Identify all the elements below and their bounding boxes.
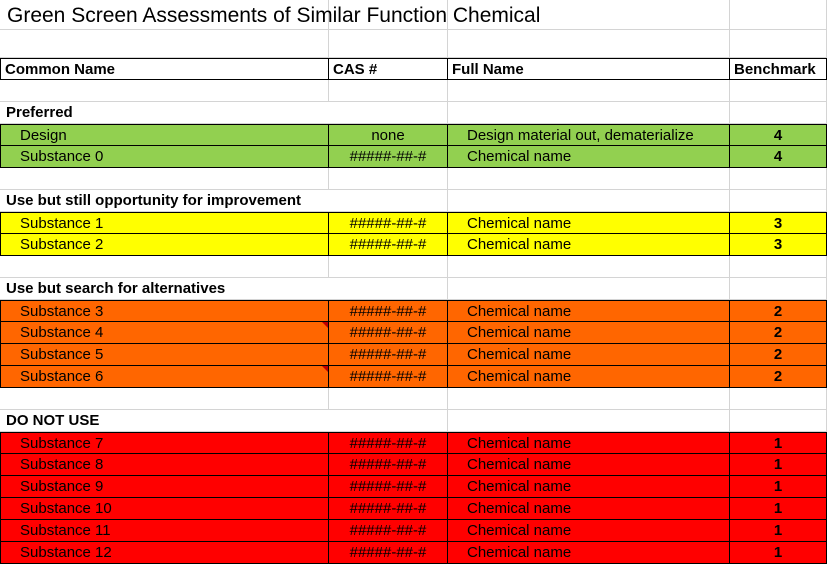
common-name-cell[interactable]: Substance 3 bbox=[0, 300, 329, 322]
table-row bbox=[0, 212, 827, 234]
cell[interactable] bbox=[730, 190, 827, 212]
full-name-cell[interactable]: Chemical name bbox=[448, 234, 730, 256]
header-full-name[interactable]: Full Name bbox=[448, 58, 730, 80]
benchmark-cell[interactable]: 1 bbox=[730, 520, 827, 542]
table-row bbox=[0, 300, 827, 322]
table-row bbox=[0, 234, 827, 256]
header-row bbox=[0, 58, 827, 80]
table-row bbox=[0, 476, 827, 498]
cell[interactable] bbox=[730, 102, 827, 124]
cell[interactable] bbox=[448, 256, 730, 278]
full-name-cell[interactable]: Chemical name bbox=[448, 498, 730, 520]
table-row bbox=[0, 366, 827, 388]
cas-cell[interactable]: #####-##-# bbox=[329, 212, 448, 234]
full-name-cell[interactable]: Chemical name bbox=[448, 344, 730, 366]
benchmark-cell[interactable]: 3 bbox=[730, 234, 827, 256]
cell[interactable] bbox=[730, 410, 827, 432]
cas-cell[interactable]: #####-##-# bbox=[329, 300, 448, 322]
full-name-cell[interactable]: Chemical name bbox=[448, 432, 730, 454]
cell[interactable] bbox=[0, 80, 329, 102]
section-label-row bbox=[0, 278, 827, 300]
cell[interactable] bbox=[329, 388, 448, 410]
cas-cell[interactable]: #####-##-# bbox=[329, 234, 448, 256]
cell[interactable] bbox=[0, 256, 329, 278]
common-name-cell[interactable]: Substance 9 bbox=[0, 476, 329, 498]
cell[interactable] bbox=[730, 30, 827, 58]
common-name-cell[interactable]: Substance 12 bbox=[0, 542, 329, 564]
section-label-row bbox=[0, 190, 827, 212]
full-name-cell[interactable]: Chemical name bbox=[448, 212, 730, 234]
cas-cell[interactable]: #####-##-# bbox=[329, 520, 448, 542]
header-benchmark[interactable]: Benchmark bbox=[730, 58, 827, 80]
table-row bbox=[0, 498, 827, 520]
full-name-cell[interactable]: Chemical name bbox=[448, 520, 730, 542]
cell[interactable] bbox=[329, 410, 448, 432]
benchmark-cell[interactable]: 2 bbox=[730, 300, 827, 322]
table-row bbox=[0, 454, 827, 476]
cas-cell[interactable]: #####-##-# bbox=[329, 498, 448, 520]
table-row bbox=[0, 124, 827, 146]
benchmark-cell[interactable]: 1 bbox=[730, 542, 827, 564]
comment-indicator-icon[interactable] bbox=[322, 322, 328, 328]
common-name-cell[interactable]: Substance 11 bbox=[0, 520, 329, 542]
common-name-cell[interactable]: Substance 2 bbox=[0, 234, 329, 256]
cas-cell[interactable]: #####-##-# bbox=[329, 542, 448, 564]
benchmark-cell[interactable]: 1 bbox=[730, 432, 827, 454]
section-label-row bbox=[0, 410, 827, 432]
cell[interactable] bbox=[448, 190, 730, 212]
blank-row bbox=[0, 256, 827, 278]
benchmark-cell[interactable]: 2 bbox=[730, 344, 827, 366]
full-name-cell[interactable]: Design material out, dematerialize bbox=[448, 124, 730, 146]
cas-cell[interactable]: none bbox=[329, 124, 448, 146]
cell[interactable] bbox=[448, 30, 730, 58]
cell[interactable] bbox=[448, 278, 730, 300]
cell[interactable] bbox=[448, 168, 730, 190]
full-name-cell[interactable]: Chemical name bbox=[448, 300, 730, 322]
header-common-name[interactable]: Common Name bbox=[0, 58, 329, 80]
full-name-cell[interactable]: Chemical name bbox=[448, 146, 730, 168]
common-name-cell[interactable]: Substance 10 bbox=[0, 498, 329, 520]
full-name-cell[interactable]: Chemical name bbox=[448, 476, 730, 498]
common-name-cell[interactable]: Substance 0 bbox=[0, 146, 329, 168]
common-name-cell[interactable]: Substance 1 bbox=[0, 212, 329, 234]
common-name-cell[interactable]: Substance 5 bbox=[0, 344, 329, 366]
blank-row bbox=[0, 168, 827, 190]
header-cas[interactable]: CAS # bbox=[329, 58, 448, 80]
cas-cell[interactable]: #####-##-# bbox=[329, 432, 448, 454]
benchmark-cell[interactable]: 4 bbox=[730, 124, 827, 146]
common-name-cell[interactable]: Substance 8 bbox=[0, 454, 329, 476]
common-name-cell[interactable]: Substance 7 bbox=[0, 432, 329, 454]
cell[interactable] bbox=[0, 30, 329, 58]
benchmark-cell[interactable]: 1 bbox=[730, 476, 827, 498]
benchmark-cell[interactable]: 3 bbox=[730, 212, 827, 234]
table-row bbox=[0, 322, 827, 344]
section-label[interactable]: Use but search for alternatives bbox=[0, 278, 329, 300]
benchmark-cell[interactable]: 2 bbox=[730, 366, 827, 388]
full-name-cell[interactable]: Chemical name bbox=[448, 366, 730, 388]
common-name-cell[interactable] bbox=[0, 322, 329, 344]
section-label[interactable]: Preferred bbox=[0, 102, 329, 124]
full-name-cell[interactable]: Chemical name bbox=[448, 542, 730, 564]
common-name-cell[interactable]: Design bbox=[0, 124, 329, 146]
sheet-title[interactable]: Green Screen Assessments of Similar Function Chemical bbox=[7, 4, 541, 27]
cas-cell[interactable]: #####-##-# bbox=[329, 366, 448, 388]
cell[interactable] bbox=[329, 278, 448, 300]
cell[interactable] bbox=[448, 102, 730, 124]
cell[interactable] bbox=[329, 80, 448, 102]
comment-indicator-icon[interactable] bbox=[322, 366, 328, 372]
blank-row bbox=[0, 80, 827, 102]
cas-cell[interactable]: #####-##-# bbox=[329, 322, 448, 344]
section-label[interactable]: Use but still opportunity for improvement bbox=[0, 190, 329, 212]
cell[interactable] bbox=[448, 410, 730, 432]
common-name-cell[interactable] bbox=[0, 366, 329, 388]
table-row bbox=[0, 146, 827, 168]
cell[interactable] bbox=[448, 80, 730, 102]
benchmark-cell[interactable]: 4 bbox=[730, 146, 827, 168]
cell[interactable] bbox=[0, 168, 329, 190]
cell[interactable] bbox=[329, 168, 448, 190]
cas-cell[interactable]: #####-##-# bbox=[329, 454, 448, 476]
cas-cell[interactable]: #####-##-# bbox=[329, 476, 448, 498]
common-name-text: Substance 6 bbox=[20, 368, 104, 385]
cas-cell[interactable]: #####-##-# bbox=[329, 344, 448, 366]
cell[interactable] bbox=[329, 190, 448, 212]
cell[interactable] bbox=[730, 0, 827, 30]
cell[interactable] bbox=[730, 168, 827, 190]
cas-cell[interactable]: #####-##-# bbox=[329, 146, 448, 168]
cell[interactable] bbox=[730, 80, 827, 102]
common-name-text: Substance 4 bbox=[20, 324, 104, 341]
table-row bbox=[0, 520, 827, 542]
blank-row bbox=[0, 388, 827, 410]
table-row bbox=[0, 542, 827, 564]
benchmark-cell[interactable]: 1 bbox=[730, 454, 827, 476]
cell[interactable] bbox=[448, 388, 730, 410]
title-row bbox=[0, 0, 827, 30]
cell[interactable] bbox=[329, 30, 448, 58]
benchmark-cell[interactable]: 2 bbox=[730, 322, 827, 344]
cell[interactable] bbox=[329, 102, 448, 124]
cell[interactable] bbox=[329, 256, 448, 278]
section-label-row bbox=[0, 102, 827, 124]
section-label[interactable]: DO NOT USE bbox=[0, 410, 329, 432]
blank-row bbox=[0, 30, 827, 58]
cell[interactable] bbox=[730, 256, 827, 278]
table-row bbox=[0, 432, 827, 454]
cell[interactable] bbox=[730, 278, 827, 300]
table-row bbox=[0, 344, 827, 366]
cell[interactable] bbox=[730, 388, 827, 410]
cell[interactable] bbox=[0, 388, 329, 410]
full-name-cell[interactable]: Chemical name bbox=[448, 322, 730, 344]
benchmark-cell[interactable]: 1 bbox=[730, 498, 827, 520]
full-name-cell[interactable]: Chemical name bbox=[448, 454, 730, 476]
